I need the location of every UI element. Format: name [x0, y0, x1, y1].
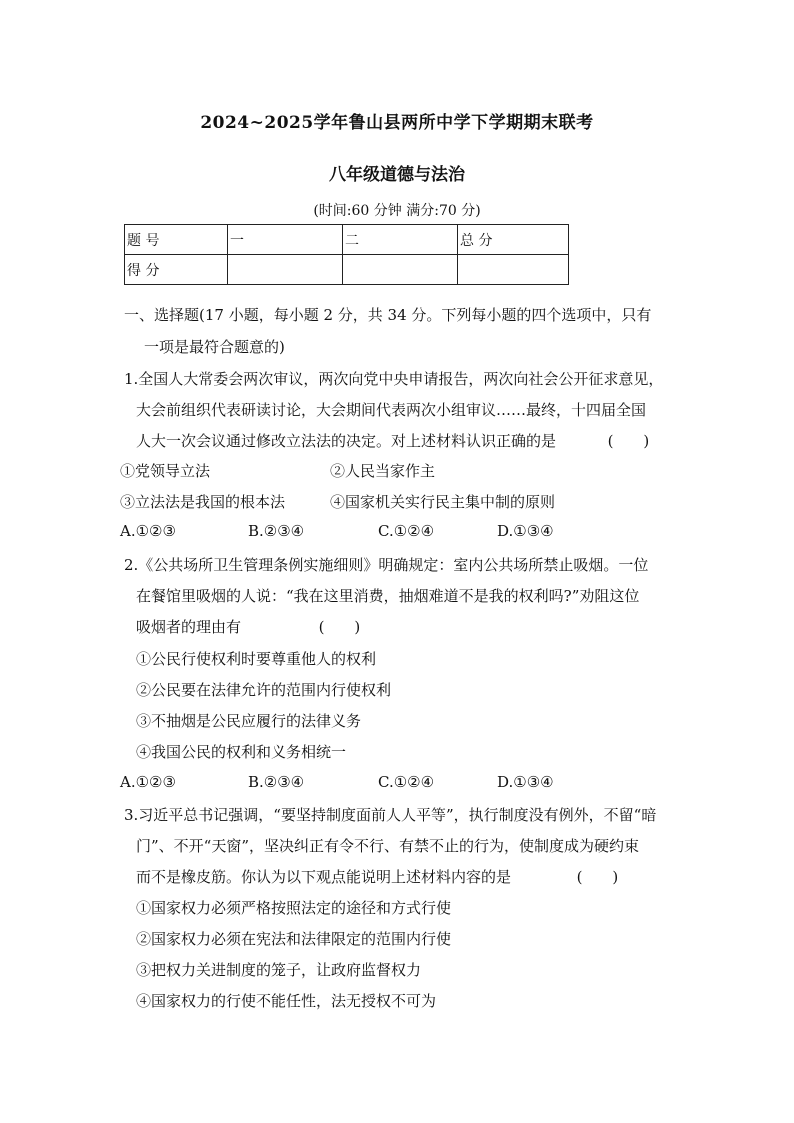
q1-option-a[interactable]: A.①②③: [120, 522, 176, 540]
q2-stem: 2.《公共场所卫生管理条例实施细则》明确规定：室内公共场所禁止吸烟。一位: [124, 556, 649, 574]
q1-stem: 大会前组织代表研读讨论，大会期间代表两次小组审议……最终，十四届全国: [136, 401, 647, 419]
score-cell[interactable]: [228, 255, 343, 285]
q2-option-a[interactable]: A.①②③: [120, 773, 176, 791]
q2-answer-paren: ( ): [318, 618, 361, 636]
q1-statement-3: ③立法法是我国的根本法: [120, 493, 286, 511]
exam-subtitle: 八年级道德与法治: [329, 165, 465, 185]
q2-option-d[interactable]: D.①③④: [497, 773, 554, 791]
q1-statement-4: ④国家机关实行民主集中制的原则: [330, 493, 556, 511]
score-cell[interactable]: [343, 255, 458, 285]
q1-option-d[interactable]: D.①③④: [497, 522, 554, 540]
q2-statement-1: ①公民行使权利时要尊重他人的权利: [136, 650, 377, 668]
q1-statement-2: ②人民当家作主: [330, 462, 436, 480]
score-table-row: [125, 255, 569, 285]
score-table-header: 题 号: [125, 225, 228, 255]
q3-statement-2: ②国家权力必须在宪法和法律限定的范围内行使: [136, 930, 452, 948]
q2-option-b[interactable]: B.②③④: [248, 773, 305, 791]
q1-option-b[interactable]: B.②③④: [248, 522, 305, 540]
q2-statement-3: ③不抽烟是公民应履行的法律义务: [136, 712, 362, 730]
q3-stem-text: 而不是橡皮筋。你认为以下观点能说明上述材料内容的是: [136, 868, 512, 886]
q2-stem: [136, 616, 360, 637]
q3-stem: 门”、不开“天窗”，坚决纠正有令不行、有禁不止的行为，使制度成为硬约束: [136, 837, 640, 855]
score-table-header-row: [125, 225, 569, 255]
section-heading-cont: 一项是最符合题意的): [144, 338, 285, 356]
q1-stem: 1.全国人大常委会两次审议，两次向党中央申请报告，两次向社会公开征求意见，: [124, 370, 664, 388]
q3-statement-3: ③把权力关进制度的笼子，让政府监督权力: [136, 961, 422, 979]
score-table-header: 二: [343, 225, 458, 255]
section-heading: 一、选择题(17 小题，每小题 2 分，共 34 分。下列每小题的四个选项中，只有: [124, 306, 652, 324]
q2-stem: 在餐馆里吸烟的人说：“我在这里消费，抽烟难道不是我的权利吗?”劝阻这位: [136, 587, 640, 605]
score-table-header: 一: [228, 225, 343, 255]
time-info: (时间:60 分钟 满分:70 分): [313, 203, 481, 219]
score-table-header: 总 分: [458, 225, 569, 255]
q1-option-c[interactable]: C.①②④: [378, 522, 435, 540]
q3-stem: 3.习近平总书记强调，“要坚持制度面前人人平等”，执行制度没有例外，不留“暗: [124, 806, 657, 824]
q2-statement-4: ④我国公民的权利和义务相统一: [136, 743, 347, 761]
score-table: [124, 224, 569, 285]
score-row-label: 得 分: [125, 255, 228, 285]
q1-stem: [136, 430, 649, 451]
q1-statement-1: ①党领导立法: [120, 462, 211, 480]
q3-statement-1: ①国家权力必须严格按照法定的途径和方式行使: [136, 899, 452, 917]
q3-stem: [136, 866, 618, 887]
q1-answer-paren: ( ): [607, 432, 650, 450]
q3-answer-paren: ( ): [576, 868, 619, 886]
q2-statement-2: ②公民要在法律允许的范围内行使权利: [136, 681, 392, 699]
q1-stem-text: 人大一次会议通过修改立法法的决定。对上述材料认识正确的是: [136, 432, 557, 450]
score-cell[interactable]: [458, 255, 569, 285]
q2-option-c[interactable]: C.①②④: [378, 773, 435, 791]
q3-statement-4: ④国家权力的行使不能任性，法无授权不可为: [136, 992, 437, 1010]
exam-title: 2024~2025学年鲁山县两所中学下学期期末联考: [200, 113, 594, 133]
q2-stem-text: 吸烟者的理由有: [136, 618, 242, 636]
